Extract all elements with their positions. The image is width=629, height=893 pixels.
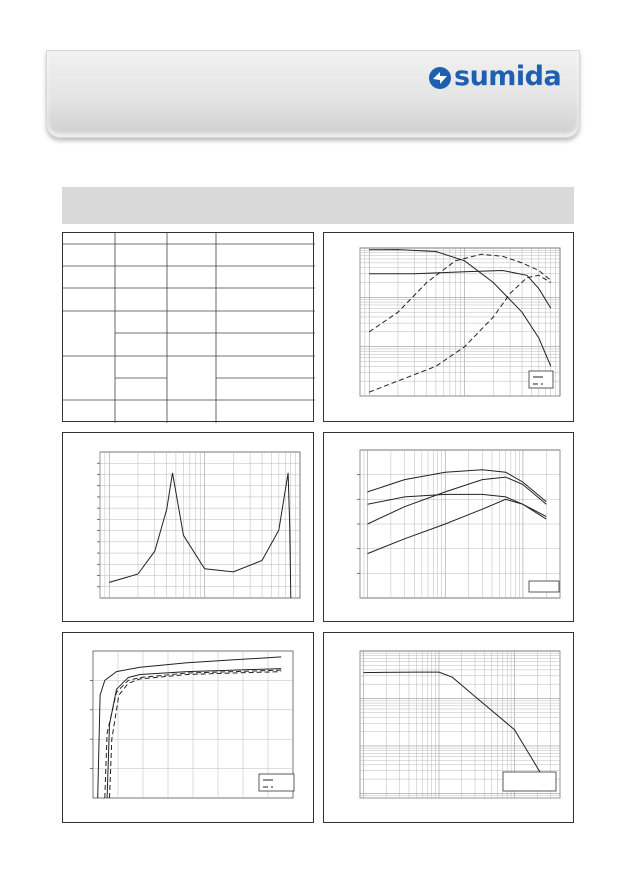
chart-resonance-panel xyxy=(62,432,314,622)
chart-saturation-panel xyxy=(62,632,314,823)
legend-box xyxy=(529,581,559,592)
chart-frequency xyxy=(324,633,575,824)
series-line-3 xyxy=(369,254,551,332)
chart-impedance-panel xyxy=(323,232,574,422)
logo-text: sumida xyxy=(454,61,562,92)
chart-inductance xyxy=(324,433,575,623)
section-title-bar xyxy=(62,187,574,224)
sumida-logo xyxy=(428,61,562,92)
logo-mark-icon xyxy=(428,66,452,90)
legend-box xyxy=(259,774,294,791)
series-line-2 xyxy=(107,669,281,798)
chart-frequency-panel xyxy=(323,632,574,823)
series-line-4 xyxy=(369,275,551,392)
chart-impedance xyxy=(324,233,575,423)
chart-saturation xyxy=(63,633,315,824)
series-line-1 xyxy=(98,657,282,798)
series-line-4 xyxy=(110,672,282,798)
chart-inductance-panel xyxy=(323,432,574,622)
series-line-2 xyxy=(369,271,551,309)
spec-table xyxy=(63,233,315,423)
chart-resonance xyxy=(63,433,315,623)
spec-table-panel xyxy=(62,232,314,422)
legend-box xyxy=(529,371,553,388)
legend-box xyxy=(503,772,556,791)
series-line-1 xyxy=(109,473,291,598)
